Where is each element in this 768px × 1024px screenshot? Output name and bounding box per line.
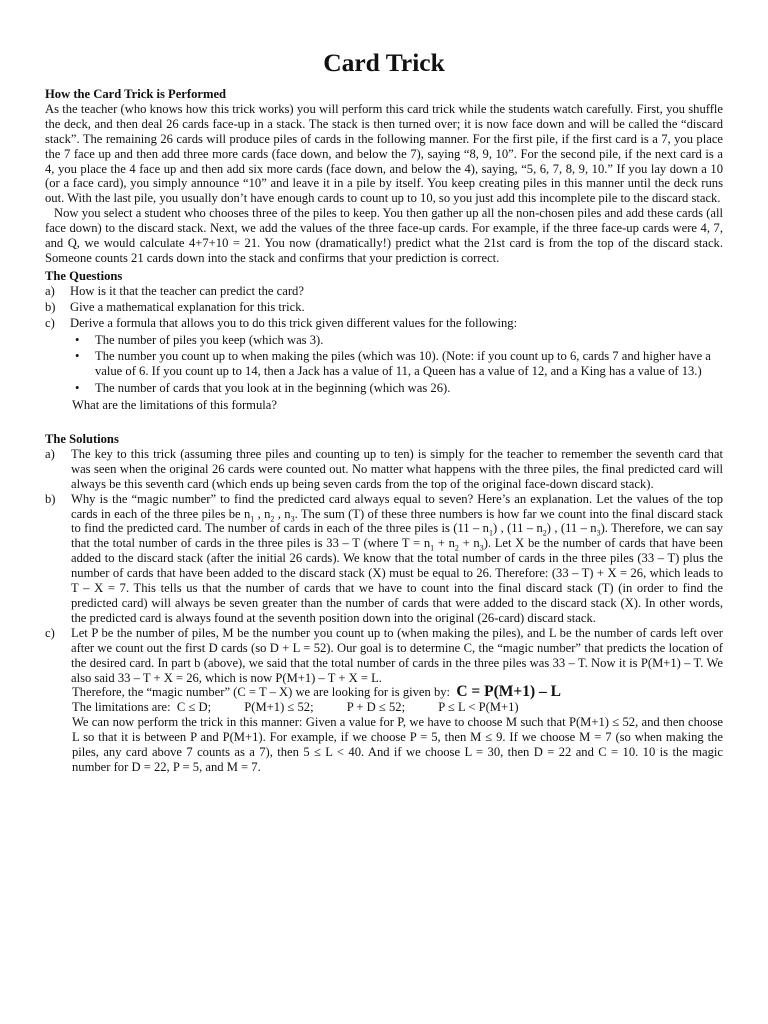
- solution-a-text: The key to this trick (assuming three piles and counting up to ten) is simply for the teacher to remember the seventh card that was seen when the original 26 cards were counted out. No matter what happens with the three piles, the final predicted card will always be this seventh card (which ends up being seven cards from the top of the original face-down discard stack).: [71, 446, 723, 491]
- bullet-text: The number of cards that you look at in the beginning (which was 26).: [95, 381, 451, 396]
- bullet-icon: •: [75, 381, 80, 396]
- solution-b: [45, 492, 723, 626]
- bullet-icon: •: [75, 349, 80, 364]
- question-list: [45, 284, 723, 331]
- limitation-item: P(M+1) ≤ 52;: [244, 700, 314, 715]
- performed-paragraph-1: As the teacher (who knows how this trick works) you will perform this card trick while the students watch carefully. First, you shuffle the deck, and then deal 26 cards face-up in a stack. The stack is then turned over; it is now face down and will be called the “discard stack”. The remaining 26 cards will produce piles of cards in the following manner. For the first pile, if the first card is a 7, you place the 7 face up and then add three more cards (face down, and below the 7), saying “8, 9, 10”. For the second pile, if the next card is a 4, you place the 4 face up and then add six more cards (face down, and below the 4), saying, “5, 6, 7, 8, 9, 10.” If you lay down a 10 (or a face card), you simply announce “10” and leave it in a pile by itself. You keep creating piles in this manner until the deck runs out. With the last pile, you usually don’t have enough cards to count up to 10, so you just add this incomplete pile to the discard stack.: [45, 101, 723, 206]
- solution-b-part-2: The sum (T) of these three numbers is how far we count into the final discard stack to find the predicted card. The number of cards in each of the three piles is (11 – n: [71, 506, 724, 536]
- question-item: [45, 284, 723, 299]
- solution-c: [45, 626, 723, 686]
- solution-c-text: Let P be the number of piles, M be the number you count up to (when making the piles), and L be the number of cards left over after we count out the first D cards (so D + L = 52). Our goal is to determine C, the “magic number” that predicts the location of the desired card. In part b (above), we said that the total number of cards in the three piles was 33 – T. Now it is P(M+1) – T. We also said 33 – T + X = 26, which is now P(M+1) – T + X = L.: [71, 625, 723, 685]
- bullet-text: The number you count up to when making the piles (which was 10). (Note: if you count up to 6, cards 7 and higher have a value of 6. If you count up to 14, then a Jack has a value of 11, a Queen has a value of 12, and a King has a value of 13.): [95, 349, 711, 379]
- question-label: c): [45, 315, 55, 330]
- question-item: [45, 300, 723, 315]
- bullet-item: [75, 349, 723, 379]
- solution-c-final: We can now perform the trick in this manner: Given a value for P, we have to choose M such that P(M+1) ≤ 52, and then choose L so that it is between P and P(M+1). For example, if we choose P = 5, then M ≤ 9. If we choose M = 7 (so when making the piles, any card above 7 counts as a 7), then 5 ≤ L < 40. And if we choose L = 30, then D = 22 and C = 10. 10 is the magic number for D = 22, P = 5, and M = 7.: [72, 715, 723, 774]
- formula-intro: Therefore, the “magic number” (C = T – X) we are looking for is given by:: [72, 685, 451, 700]
- bullet-item: [75, 333, 723, 348]
- question-item: [45, 316, 723, 331]
- section-heading-solutions: The Solutions: [45, 432, 119, 447]
- limitation-item: P + D ≤ 52;: [346, 700, 406, 715]
- bullet-icon: •: [75, 332, 80, 347]
- limitations-question: What are the limitations of this formula?: [72, 398, 277, 413]
- solution-a: [45, 447, 723, 492]
- magic-number-formula: C = P(M+1) – L: [456, 683, 561, 701]
- question-label: a): [45, 283, 55, 298]
- limitations-line: [45, 700, 723, 715]
- bullet-list: [45, 333, 723, 397]
- solution-b-text: Why is the “magic number” to find the predicted card always equal to seven? Here’s an explanation. Let the values of the top cards in each of the three piles be $n_1$ , $n_2$ , $n_3$. The sum (T) of these three numbers is how far we count into the final discard stack to find the predicted card. The number of cards in each of the three piles is $(11 - n_1)$ , $(11 - n_2)$ , $(11 - n_3)$. Therefore, we can say that the total number of cards in the three piles is 33 – T (where $T = n_1 + n_2 + n_3$). Let X be the number of cards that have been added to the discard stack (after the initial 26 cards). We know that the total number of cards in the three piles (33 – T) plus the number of cards that have been added to the discard stack (X) must be equal to 26. Therefore: (33 – T) + X = 26, which leads to T – X = 7. This tells us that the number of cards that we have to count into the final discard stack (T) (in order to find the predicted card) will always be seven greater than the number of cards that were added to the discard stack (X). In other words, the predicted card is always found at the seventh position down into the original (26-card) discard stack.: [71, 491, 724, 625]
- page-title: Card Trick: [323, 48, 445, 77]
- bullet-item: [75, 381, 723, 396]
- section-heading-performed: How the Card Trick is Performed: [45, 87, 227, 101]
- limitation-item: C ≤ D;: [176, 700, 212, 715]
- limitations-label: The limitations are:: [72, 700, 171, 715]
- section-heading-questions: The Questions: [45, 268, 123, 283]
- solution-b-part-1: Why is the “magic number” to find the predicted card always equal to seven? Here’s an explanation. Let the values of the top cards in each of the three piles be n: [71, 491, 723, 521]
- solution-label: b): [45, 491, 56, 506]
- question-text: Derive a formula that allows you to do this trick given different values for the following:: [70, 315, 518, 330]
- solution-b-part-3: Therefore, we can say that the total number of cards in the three piles is 33 – T (where T = n: [71, 521, 724, 551]
- question-text: Give a mathematical explanation for this trick.: [70, 299, 305, 314]
- solution-label: c): [45, 625, 55, 640]
- performed-paragraph-2: Now you select a student who chooses three of the piles to keep. You then gather up all the non-chosen piles and add these cards (all face down) to the discard stack. Next, we add the values of the three face-up cards. For example, if the three face-up cards were 4, 7, and Q, we would calculate 4+7+10 = 21. You now (dramatically!) predict what the 21st card is from the top of the discard stack. Someone counts 21 cards down into the stack and confirms that your prediction is correct.: [45, 206, 723, 265]
- document: [45, 48, 723, 775]
- limitation-item: P ≤ L < P(M+1): [438, 700, 519, 715]
- question-label: b): [45, 299, 56, 314]
- formula-line: [45, 685, 723, 700]
- solution-b-part-4: Let X be the number of cards that have been added to the discard stack (after the initial 26 cards). We know that the total number of cards in the three piles (33 – T) plus the number of cards that have been added to the discard stack (X) must be equal to 26. Therefore: (33 – T) + X = 26, which leads to T – X = 7. This tells us that the number of cards that we have to count into the final discard stack (T) (in order to find the predicted card) will always be seven greater than the number of cards that were added to the discard stack (X). In other words, the predicted card is always found at the seventh position down into the original (26-card) discard stack.: [71, 536, 724, 625]
- bullet-text: The number of piles you keep (which was 3).: [95, 332, 324, 347]
- question-text: How is it that the teacher can predict the card?: [70, 283, 304, 298]
- solution-label: a): [45, 446, 55, 461]
